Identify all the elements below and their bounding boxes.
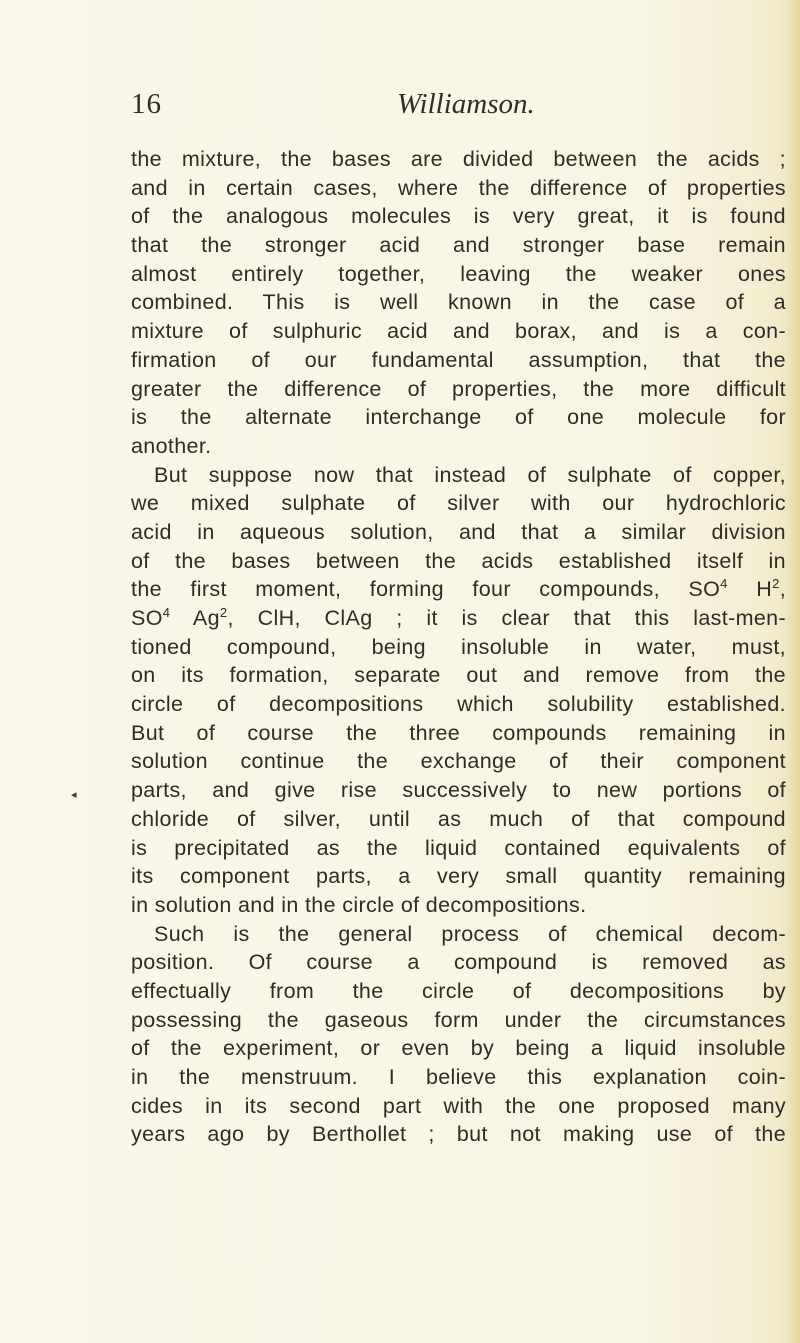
text-segment: Ag: [170, 606, 220, 630]
text-segment: SO: [131, 606, 163, 630]
text-segment: , ClH, ClAg ; it is clear that this last-men-: [227, 606, 786, 630]
text-line: and in certain cases, where the difference of properties: [131, 175, 786, 200]
text-segment: ,: [779, 577, 787, 602]
text-line: tioned compound, being insoluble in water, must,: [131, 634, 786, 659]
text-line: of the bases between the acids established itself in: [131, 548, 786, 573]
running-title: Williamson.: [397, 88, 535, 120]
text-line: effectually from the circle of decompositions by: [131, 978, 786, 1003]
text-line: its component parts, a very small quantity remaining: [131, 864, 786, 889]
text-line: chloride of silver, until as much of that compound: [131, 806, 786, 831]
text-line: But suppose now that instead of sulphate of copper,: [154, 462, 786, 487]
text-line: circle of decompositions which solubility established.: [131, 692, 786, 717]
superscript: 2: [772, 576, 780, 592]
text-line: parts, and give rise successively to new portions of: [131, 778, 786, 803]
text-line-formula: [131, 575, 786, 604]
text-line: of the analogous molecules is very great, it is found: [131, 204, 786, 229]
text-line: the mixture, the bases are divided between the acids ;: [131, 147, 786, 171]
text-line: position. Of course a compound is removed as: [131, 950, 786, 975]
text-line: mixture of sulphuric acid and borax, and is a con-: [131, 319, 786, 344]
text-line: solution continue the exchange of their component: [131, 749, 786, 774]
text-line: of the experiment, or even by being a liquid insoluble: [131, 1036, 786, 1061]
text-line: almost entirely together, leaving the weaker ones: [131, 261, 786, 286]
superscript: 4: [720, 576, 728, 592]
running-head: [0, 88, 800, 128]
text-line: cides in its second part with the one proposed many: [131, 1093, 786, 1118]
text-line: combined. This is well known in the case of a: [131, 290, 786, 315]
margin-mark: ◂: [71, 789, 77, 801]
text-line: in the menstruum. I believe this explanation coin-: [131, 1065, 786, 1089]
text-line: greater the difference of properties, the more difficult: [131, 376, 786, 401]
body-text: [131, 145, 786, 1149]
page-number: 16: [131, 88, 162, 120]
text-segment: H: [727, 577, 773, 602]
text-line: on its formation, separate out and remove from the: [131, 663, 786, 688]
superscript: 4: [162, 605, 171, 620]
text-line: acid in aqueous solution, and that a similar division: [131, 519, 786, 544]
text-line: is precipitated as the liquid contained equivalents of: [131, 835, 786, 860]
text-line: in solution and in the circle of decompositions.: [131, 892, 587, 917]
text-line: But of course the three compounds remaining in: [131, 720, 786, 745]
text-line: Such is the general process of chemical decom-: [154, 921, 786, 946]
text-line-formula: [131, 604, 786, 633]
text-line: is the alternate interchange of one molecule for: [131, 405, 786, 430]
text-line: firmation of our fundamental assumption, that the: [131, 347, 786, 372]
text-line: possessing the gaseous form under the circumstances: [131, 1007, 786, 1032]
text-line: that the stronger acid and stronger base remain: [131, 233, 786, 258]
text-line: another.: [131, 433, 212, 458]
superscript: 2: [219, 605, 228, 620]
text-line: we mixed sulphate of silver with our hydrochloric: [131, 491, 786, 516]
page-edge-shadow: [786, 0, 800, 1343]
text-segment: the first moment, forming four compounds, SO: [131, 577, 721, 602]
text-line: years ago by Berthollet ; but not making use of the: [131, 1122, 786, 1147]
